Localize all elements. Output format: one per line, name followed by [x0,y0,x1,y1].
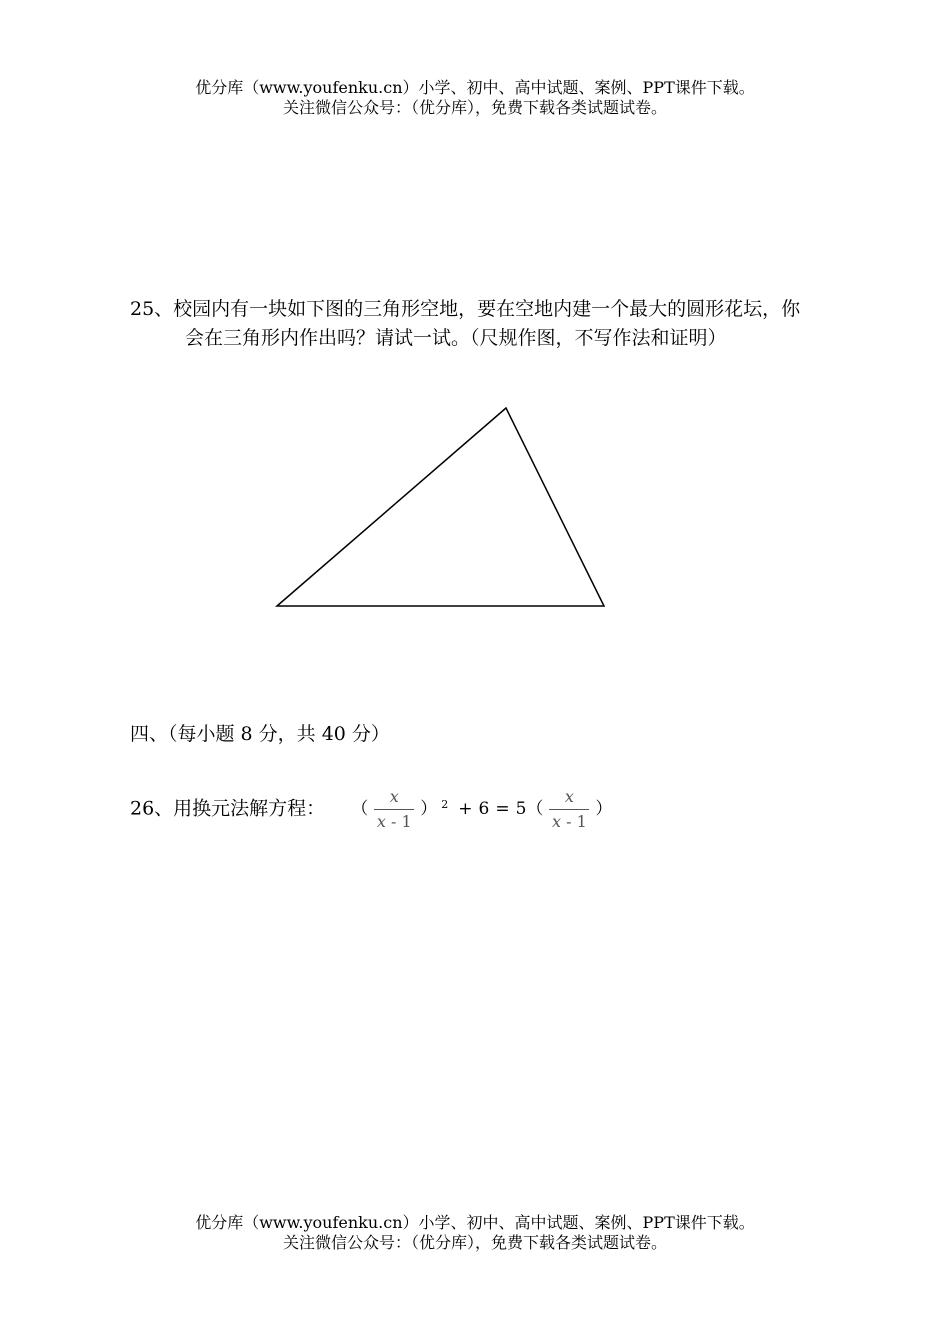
constant-6: 6 [478,799,490,819]
section-4-heading: 四、（每小题 8 分，共 40 分） [130,723,390,745]
page-footer [0,1213,950,1253]
fraction-2-bar [549,809,589,810]
question-25-line-1: 25、校园内有一块如下图的三角形空地，要在空地内建一个最大的圆形花坛，你 [130,298,801,320]
open-paren-1: （ [351,799,369,819]
fraction-2-den-var: x [551,812,562,831]
question-25-line-2: 会在三角形内作出吗？请试一试。（尺规作图，不写作法和证明） [185,327,727,349]
close-paren-1: ） [420,799,438,819]
close-paren-2: ） [595,799,613,819]
constant-5: 5 [515,799,527,819]
header-line-1: 优分库（www.youfenku.cn）小学、初中、高中试题、案例、PPT课件下载。 [195,78,755,97]
fraction-2-den-rest: - 1 [561,812,587,831]
question-26 [130,788,612,831]
fraction-1-numerator: x [389,787,399,806]
fraction-2-numerator: x [564,787,574,806]
equals-sign: = [495,799,510,819]
plus-sign: + [458,799,473,819]
fraction-1-bar [374,809,414,810]
header-line-2: 关注微信公众号：（优分库），免费下载各类试题试卷。 [282,98,667,117]
footer-line-2: 关注微信公众号：（优分库），免费下载各类试题试卷。 [282,1233,667,1252]
question-26-label: 26、用换元法解方程： [130,797,326,820]
fraction-1-den-var: x [376,812,386,831]
footer-line-1: 优分库（www.youfenku.cn）小学、初中、高中试题、案例、PPT课件下载。 [195,1213,755,1232]
fraction-1-den-rest: - 1 [385,812,412,831]
fraction-2 [549,788,589,831]
exponent: 2 [441,798,449,811]
open-paren-2: （ [526,799,544,819]
fraction-1 [374,788,414,831]
fraction-2-denominator [552,813,587,831]
fraction-1-denominator [377,813,412,831]
equation [351,788,612,831]
triangle-shape [277,408,604,606]
